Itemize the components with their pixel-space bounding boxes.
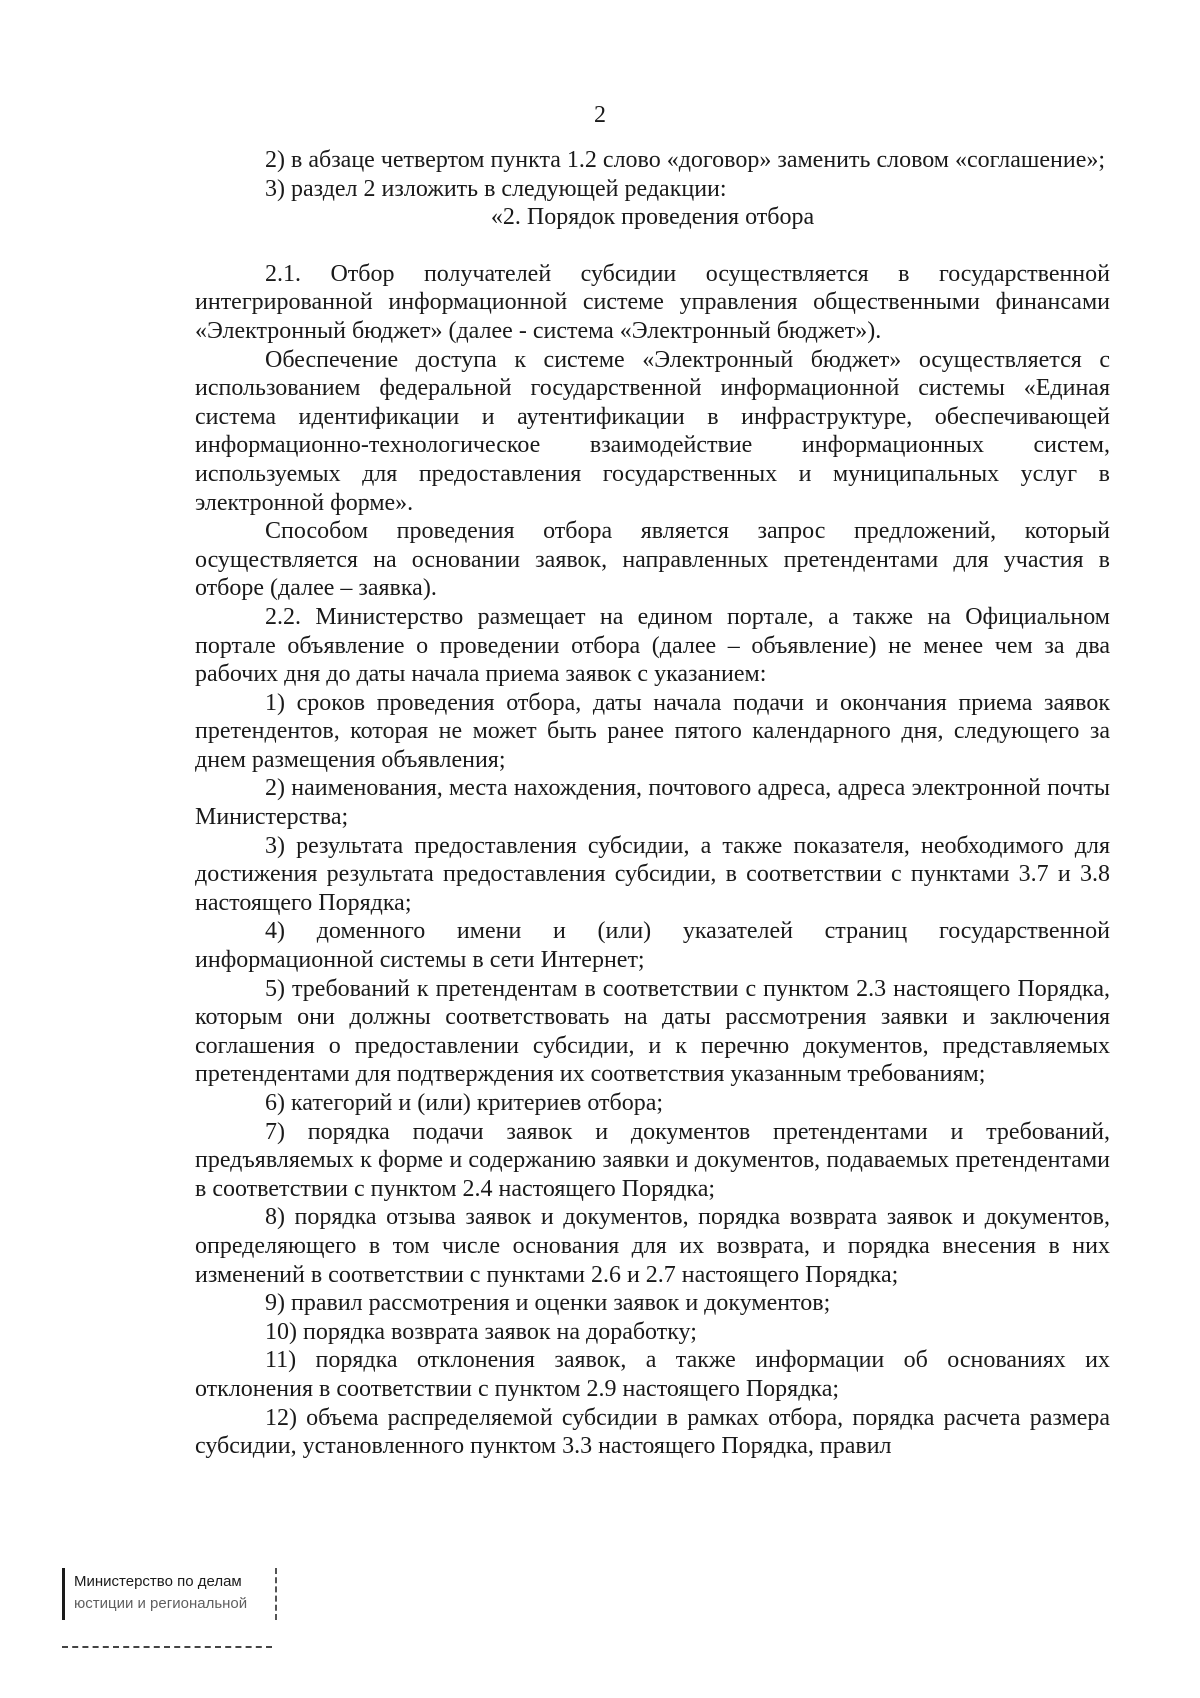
- paragraph: 2.2. Министерство размещает на едином портале, а также на Официальном портале объявление о проведении отбора (далее – объявление) не менее чем за два рабочих дня до даты начала приема заявок с указанием:: [195, 603, 1110, 688]
- section-title: «2. Порядок проведения отбора: [490, 204, 815, 231]
- stamp-bottom-line: [62, 1646, 272, 1648]
- list-item: 12) объема распределяемой субсидии в рамках отбора, порядка расчета размера субсидии, установленного пунктом 3.3 настоящего Порядка, правил: [195, 1404, 1110, 1460]
- list-item: 2) наименования, места нахождения, почтового адреса, адреса электронной почты Министерства;: [195, 775, 1110, 831]
- list-item: 1) сроков проведения отбора, даты начала подачи и окончания приема заявок претендентов, которая не может быть ранее пятого календарного дня, следующего за днем размещения объявления;: [195, 689, 1110, 773]
- list-item: 7) порядка подачи заявок и документов претендентами и требований, предъявляемых к форме и содержанию заявки и документов, подаваемых претендентами в соответствии с пунктом 2.4 настоящего Порядка;: [195, 1118, 1110, 1202]
- list-item: 8) порядка отзыва заявок и документов, порядка возврата заявок и документов, определяющего в том числе основания для их возврата, и порядка внесения в них изменений в соответствии с пунктами 2.6 и 2.7 настоящего Порядка;: [195, 1204, 1110, 1288]
- document-body: [195, 146, 1110, 1461]
- list-item: 3) результата предоставления субсидии, а также показателя, необходимого для достижения результата предоставления субсидии, в соответствии с пунктами 3.7 и 3.8 настоящего Порядка;: [195, 832, 1110, 916]
- list-item: 4) доменного имени и (или) указателей страниц государственной информационной системы в сети Интернет;: [195, 918, 1110, 974]
- stamp-text-line1: Министерство по делам: [74, 1573, 242, 1590]
- list-item: 5) требований к претендентам в соответствии с пунктом 2.3 настоящего Порядка, которым они должны соответствовать на даты рассмотрения заявки и заключения соглашения о предоставлении субсидии, и к перечню документов, представляемых претендентами для подтверждения их соответствия указанным требованиям;: [195, 975, 1110, 1088]
- list-item: 9) правил рассмотрения и оценки заявок и документов;: [265, 1290, 831, 1317]
- paragraph: 3) раздел 2 изложить в следующей редакции:: [265, 175, 727, 202]
- page-number: 2: [594, 102, 606, 128]
- list-item: 6) категорий и (или) критериев отбора;: [265, 1090, 664, 1116]
- registration-stamp: [62, 1568, 272, 1660]
- paragraph: 2) в абзаце четвертом пункта 1.2 слово «договор» заменить словом «соглашение»;: [265, 147, 1106, 173]
- list-item: 10) порядка возврата заявок на доработку;: [265, 1318, 697, 1345]
- paragraph: Обеспечение доступа к системе «Электронный бюджет» осуществляется с использованием федеральной государственной информационной системы «Единая система идентификации и аутентификации в инфраструктуре, обеспечивающей информационно-технологическое взаимодействие информационных систем, используемых для предоставления государственных и муниципальных услуг в электронной форме».: [195, 346, 1110, 516]
- paragraph: 2.1. Отбор получателей субсидии осуществляется в государственной интегрированной информационной системе управления общественными финансами «Электронный бюджет» (далее - система «Электронный бюджет»).: [195, 260, 1110, 344]
- list-item: 11) порядка отклонения заявок, а также информации об основаниях их отклонения в соответствии с пунктом 2.9 настоящего Порядка;: [195, 1347, 1110, 1402]
- paragraph: Способом проведения отбора является запрос предложений, который осуществляется на основании заявок, направленных претендентами для участия в отборе (далее – заявка).: [195, 518, 1110, 602]
- stamp-text-line2: юстиции и региональной: [74, 1595, 248, 1612]
